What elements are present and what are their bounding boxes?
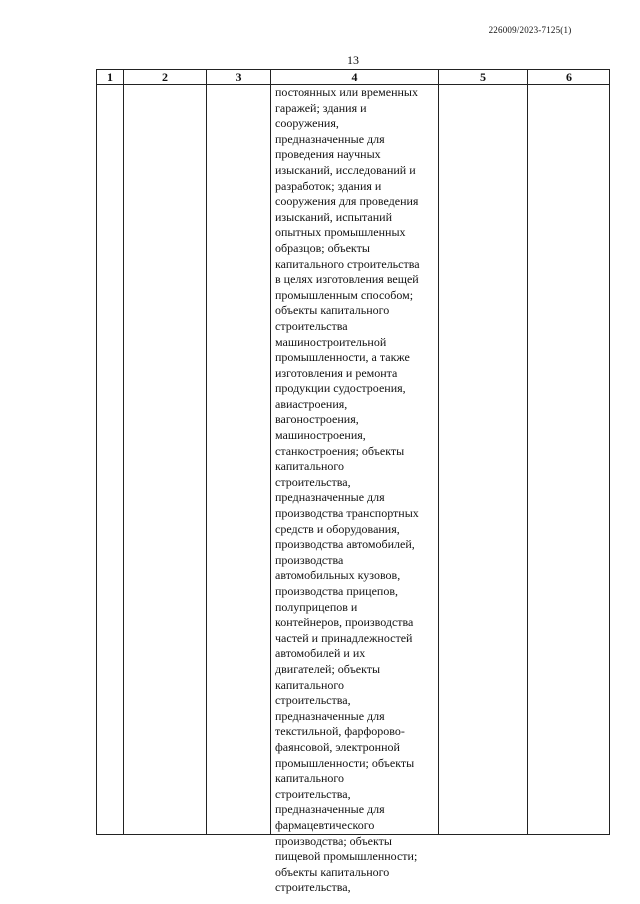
column-4-line: промышленным способом;: [275, 287, 414, 302]
column-4-line: полуприцепов и: [275, 599, 358, 614]
column-4-line: фармацевтического: [275, 817, 375, 832]
column-4-line: изготовления и ремонта: [275, 365, 398, 380]
column-4-text: [272, 85, 441, 896]
column-4-line: автомобильных кузовов,: [275, 568, 401, 583]
column-4-line: объекты капитального: [275, 864, 390, 879]
column-4-line: контейнеров, производства: [275, 615, 414, 630]
column-4-line: производства: [275, 552, 344, 567]
column-4-line: предназначенные для: [275, 802, 385, 817]
data-table: [96, 69, 610, 895]
column-4-line: текстильной, фарфорово-: [275, 724, 405, 739]
column-4-line: пищевой промышленности;: [275, 849, 418, 864]
column-4-line: промышленности; объекты: [275, 755, 415, 770]
column-header-5: 5: [480, 70, 486, 84]
column-4-line: постоянных или временных: [275, 85, 418, 99]
column-divider: [270, 70, 271, 834]
column-4-line: промышленности, а также: [275, 350, 410, 365]
column-4-line: двигателей; объекты: [275, 661, 381, 676]
column-4-line: машиностроения,: [275, 428, 366, 443]
column-4-line: производства; объекты: [275, 833, 392, 848]
column-4-line: предназначенные для: [275, 708, 385, 723]
column-4-line: частей и принадлежностей: [275, 630, 413, 645]
document-id: 226009/2023-7125(1): [488, 25, 572, 35]
column-4-line: строительства,: [275, 693, 351, 708]
column-header-4: 4: [351, 70, 358, 84]
column-4-line: строительства,: [275, 786, 351, 801]
column-4-line: вагоностроения,: [275, 412, 359, 427]
column-4-line: капитального: [275, 677, 344, 692]
column-divider: [206, 70, 207, 834]
column-4-line: машиностроительной: [275, 334, 387, 349]
column-4-line: предназначенные для: [275, 490, 385, 505]
column-4-line: производства автомобилей,: [275, 537, 415, 552]
column-4-line: изысканий, исследований и: [275, 162, 416, 177]
column-4-line: автомобилей и их: [275, 646, 366, 661]
column-4-line: сооружения для проведения: [275, 194, 419, 209]
column-4-line: капитального: [275, 771, 344, 786]
column-4-line: средств и оборудования,: [275, 521, 400, 536]
column-4-line: строительства,: [275, 880, 351, 895]
column-4-line: разработок; здания и: [275, 178, 382, 193]
column-4-line: капитального строительства: [275, 256, 420, 271]
column-4-line: авиастроения,: [275, 396, 348, 411]
column-4-line: предназначенные для: [275, 131, 385, 146]
column-4-line: объекты капитального: [275, 303, 390, 318]
column-header-6: 6: [566, 70, 572, 84]
column-divider: [123, 70, 124, 834]
column-4-line: сооружения,: [275, 116, 339, 131]
column-4-line: строительства,: [275, 474, 351, 489]
page-number: 13: [347, 53, 359, 67]
column-4-line: фаянсовой, электронной: [275, 739, 400, 754]
column-4-line: производства прицепов,: [275, 584, 399, 598]
column-4-line: продукции судостроения,: [275, 381, 406, 396]
column-4-line: гаражей; здания и: [275, 100, 367, 115]
column-4-line: производства транспортных: [275, 506, 419, 521]
column-4-line: проведения научных: [275, 147, 381, 162]
column-4-line: опытных промышленных: [275, 225, 406, 240]
column-header-3: 3: [235, 70, 242, 84]
column-4-line: изысканий, испытаний: [275, 209, 393, 224]
column-header-1: 1: [107, 70, 113, 84]
column-divider: [527, 70, 528, 834]
column-4-line: в целях изготовления вещей: [275, 272, 419, 287]
column-header-2: 2: [162, 70, 168, 84]
column-4-line: капитального: [275, 459, 344, 474]
column-4-line: станкостроения; объекты: [275, 443, 405, 458]
column-4-line: образцов; объекты: [275, 240, 370, 255]
column-4-line: строительства: [275, 318, 348, 333]
